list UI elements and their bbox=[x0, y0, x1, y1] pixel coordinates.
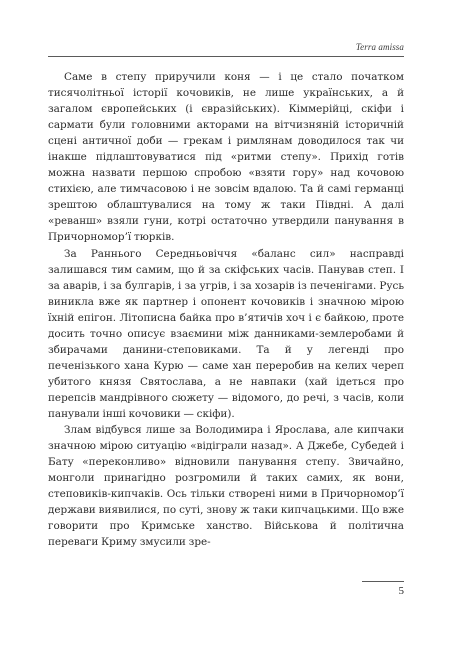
body-text bbox=[48, 69, 404, 550]
paragraph: Злам відбувся лише за Володимира і Ярослава, але кипчаки значною мірою ситуацію «відіграли назад». А Джебе, Субедей і Бату «переконливо» відновили панування степу. Звичайно, монголи принагідно розгромили й таких самих, як вони, степовиків-кипчаків. Ось тільки створені ними в Причорномор’ї держави виявилися, по суті, знову ж таки кипчацькими. Що вже говорити про Кримське ханство. Військова й політична переваги Криму змусили зре- bbox=[48, 424, 404, 549]
header-rule bbox=[48, 56, 404, 57]
page-number: 5 bbox=[398, 585, 404, 597]
paragraph: За Раннього Середньовіччя «баланс сил» насправді залишався тим самим, що й за скіфських часів. Панував степ. І за аварів, і за булгарів, і за угрів, і за хозарів із печенігами. Русь виникла вже як партнер і опонент кочовиків і значною мірою їхній епігон. Літописна байка про в’ятичів хоч і є байкою, проте досить точно описує взаємини між данниками-землеробами й збирачами данини-степовиками. Та й у легенді про печенізького хана Курю — саме хан переробив на келих череп убитого князя Святослава, а не навпаки (хай ідеться про перепсів мандрівного сюжету — відомого, до речі, з часів, коли панували інші кочовики — скіфи). bbox=[48, 247, 404, 420]
paragraph: Саме в степу приручили коня — і це стало початком тисячолітньої історії кочовиків, не лише українських, а й загалом європейських (і євразійських). Кіммерійці, скіфи і сармати були головними акторами на вітчизняній історичній сцені античної доби — грекам і римлянам доводилося так чи інакше підлаштовуватися під «ритми степу». Прихід готів можна назвати першою спробою «взяти гору» над кочовою стихією, але тимчасовою і не зовсім вдалою. Та й самі германці зрештою облаштувалися на тому ж таки Півдні. А далі «реванш» взяли гуни, котрі остаточно утвердили панування в Причорномор’ї тюрків. bbox=[48, 71, 404, 244]
footer-rule bbox=[362, 581, 404, 582]
running-head-title: Terra amissa bbox=[355, 42, 404, 52]
